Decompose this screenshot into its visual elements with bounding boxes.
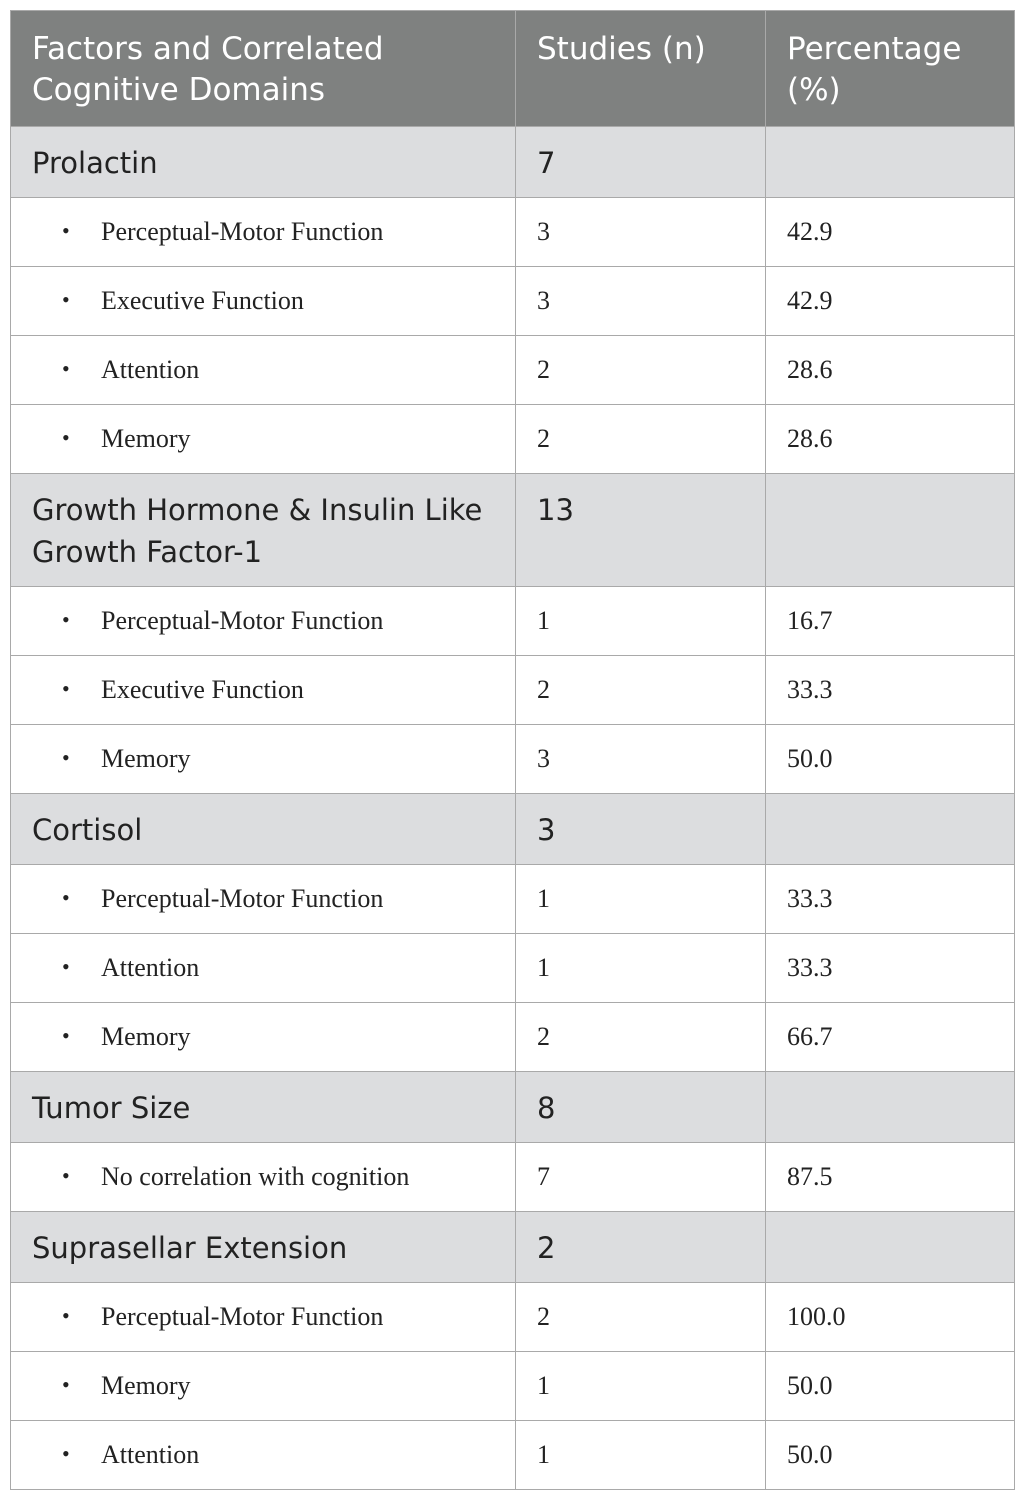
domain-name: Executive Function: [101, 286, 304, 315]
domain-row: [11, 587, 1015, 656]
domain-studies: 2: [516, 1003, 766, 1072]
factor-percentage-empty: [766, 474, 1015, 587]
factor-studies: 7: [516, 127, 766, 198]
domain-row: [11, 336, 1015, 405]
domain-label-cell: [11, 1352, 516, 1421]
factor-percentage-empty: [766, 127, 1015, 198]
domain-row: [11, 725, 1015, 794]
domain-percentage: 42.9: [766, 267, 1015, 336]
domain-percentage: 100.0: [766, 1283, 1015, 1352]
domain-name: Memory: [101, 424, 191, 453]
domain-label-cell: [11, 1283, 516, 1352]
domain-row: [11, 1003, 1015, 1072]
domain-row: [11, 934, 1015, 1003]
domain-row: [11, 267, 1015, 336]
bullet: •: [62, 954, 70, 979]
domain-percentage: 87.5: [766, 1143, 1015, 1212]
factor-percentage-empty: [766, 794, 1015, 865]
domain-row: [11, 865, 1015, 934]
domain-row: [11, 1283, 1015, 1352]
domain-percentage: 33.3: [766, 934, 1015, 1003]
domain-studies: 1: [516, 865, 766, 934]
domain-label-cell: [11, 725, 516, 794]
header-percentage: Percentage (%): [766, 11, 1015, 127]
domain-percentage: 28.6: [766, 405, 1015, 474]
bullet: •: [62, 745, 70, 770]
factor-name: Suprasellar Extension: [11, 1212, 516, 1283]
domain-row: [11, 1143, 1015, 1212]
domain-row: [11, 198, 1015, 267]
factor-studies: 8: [516, 1072, 766, 1143]
domain-percentage: 28.6: [766, 336, 1015, 405]
domain-label-cell: [11, 934, 516, 1003]
domain-name: Perceptual-Motor Function: [101, 884, 384, 913]
bullet: •: [62, 1163, 70, 1188]
domain-name: No correlation with cognition: [101, 1162, 410, 1191]
domain-name: Attention: [101, 355, 200, 384]
domain-studies: 1: [516, 1421, 766, 1490]
domain-percentage: 16.7: [766, 587, 1015, 656]
factor-name: Prolactin: [11, 127, 516, 198]
factor-row: [11, 127, 1015, 198]
domain-label-cell: [11, 587, 516, 656]
factor-row: [11, 1212, 1015, 1283]
domain-row: [11, 405, 1015, 474]
factor-percentage-empty: [766, 1212, 1015, 1283]
header-factors: Factors and Correlated Cognitive Domains: [11, 11, 516, 127]
factor-studies: 13: [516, 474, 766, 587]
domain-studies: 2: [516, 656, 766, 725]
domain-label-cell: [11, 1143, 516, 1212]
domain-row: [11, 1421, 1015, 1490]
domain-studies: 2: [516, 405, 766, 474]
cognitive-factors-table-container: [10, 10, 1014, 1490]
table-header-row: [11, 11, 1015, 127]
bullet: •: [62, 676, 70, 701]
domain-row: [11, 1352, 1015, 1421]
factor-percentage-empty: [766, 1072, 1015, 1143]
domain-name: Memory: [101, 1371, 191, 1400]
domain-name: Perceptual-Motor Function: [101, 217, 384, 246]
factor-name: Growth Hormone & Insulin Like Growth Factor-1: [11, 474, 516, 587]
domain-studies: 2: [516, 336, 766, 405]
bullet: •: [62, 1023, 70, 1048]
domain-label-cell: [11, 865, 516, 934]
domain-percentage: 33.3: [766, 656, 1015, 725]
cognitive-factors-table: [10, 10, 1015, 1490]
bullet: •: [62, 1303, 70, 1328]
bullet: •: [62, 607, 70, 632]
domain-label-cell: [11, 1003, 516, 1072]
domain-row: [11, 656, 1015, 725]
domain-label-cell: [11, 656, 516, 725]
domain-percentage: 66.7: [766, 1003, 1015, 1072]
domain-name: Memory: [101, 744, 191, 773]
factor-studies: 2: [516, 1212, 766, 1283]
domain-studies: 1: [516, 587, 766, 656]
domain-studies: 1: [516, 1352, 766, 1421]
domain-name: Perceptual-Motor Function: [101, 1302, 384, 1331]
bullet: •: [62, 885, 70, 910]
domain-name: Attention: [101, 953, 200, 982]
domain-label-cell: [11, 336, 516, 405]
domain-percentage: 42.9: [766, 198, 1015, 267]
bullet: •: [62, 218, 70, 243]
domain-label-cell: [11, 198, 516, 267]
domain-percentage: 33.3: [766, 865, 1015, 934]
domain-studies: 3: [516, 725, 766, 794]
domain-name: Perceptual-Motor Function: [101, 606, 384, 635]
domain-name: Executive Function: [101, 675, 304, 704]
domain-label-cell: [11, 267, 516, 336]
domain-studies: 2: [516, 1283, 766, 1352]
bullet: •: [62, 287, 70, 312]
factor-name: Cortisol: [11, 794, 516, 865]
header-studies: Studies (n): [516, 11, 766, 127]
factor-studies: 3: [516, 794, 766, 865]
factor-name: Tumor Size: [11, 1072, 516, 1143]
domain-percentage: 50.0: [766, 1421, 1015, 1490]
domain-percentage: 50.0: [766, 725, 1015, 794]
domain-studies: 3: [516, 267, 766, 336]
domain-studies: 1: [516, 934, 766, 1003]
domain-percentage: 50.0: [766, 1352, 1015, 1421]
domain-name: Memory: [101, 1022, 191, 1051]
domain-studies: 3: [516, 198, 766, 267]
bullet: •: [62, 356, 70, 381]
domain-studies: 7: [516, 1143, 766, 1212]
domain-name: Attention: [101, 1440, 200, 1469]
domain-label-cell: [11, 405, 516, 474]
factor-row: [11, 794, 1015, 865]
factor-row: [11, 1072, 1015, 1143]
domain-label-cell: [11, 1421, 516, 1490]
bullet: •: [62, 1441, 70, 1466]
factor-row: [11, 474, 1015, 587]
bullet: •: [62, 425, 70, 450]
bullet: •: [62, 1372, 70, 1397]
